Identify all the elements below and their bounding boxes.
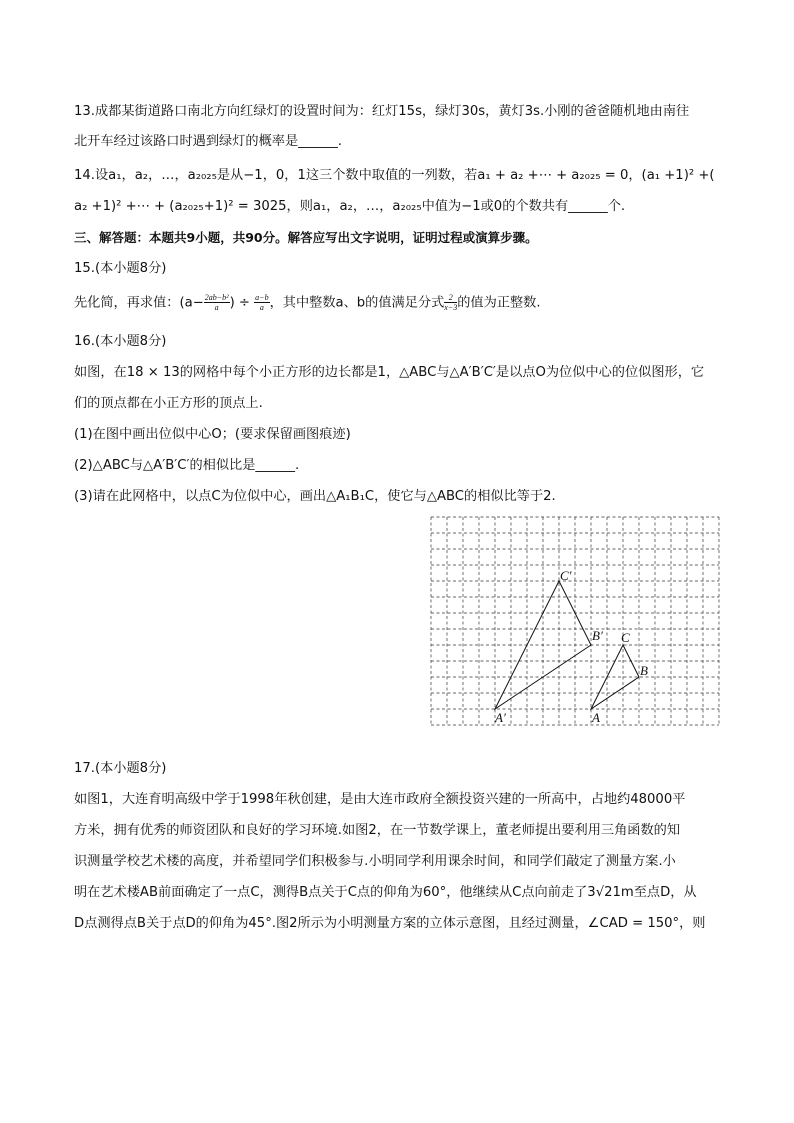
q17-line-2: 方米，拥有优秀的师资团队和良好的学习环境.如图2，在一节数学课上，董老师提出要利用三角函数的知 xyxy=(74,823,681,838)
q14-line-1: 14.设a₁，a₂，…，a₂₀₂₅是从−1，0，1这三个数中取值的一列数，若a₁ + a₂ +⋯ + a₂₀₂₅ = 0，(a₁ +1)² +( xyxy=(74,168,715,183)
q17-header: 17.(本小题8分) xyxy=(74,761,167,776)
q16-header: 16.(本小题8分) xyxy=(74,334,167,349)
q13-line-2: 北开车经过该路口时遇到绿灯的概率是______. xyxy=(74,134,342,149)
q15-fraction-1-denominator: a xyxy=(214,303,219,312)
q15-mid-2: ，其中整数a、b的值满足分式 xyxy=(269,295,445,311)
label-a-prime: A′ xyxy=(495,710,506,725)
q17-line-4: 明在艺术楼AB前面确定了一点C，测得B点关于C点的仰角为60°，他继续从C点向前走了3√21m至点D，从 xyxy=(74,885,697,900)
label-b-prime: B′ xyxy=(592,628,603,643)
dashed-grid xyxy=(431,517,719,725)
q15-header: 15.(本小题8分) xyxy=(74,261,167,276)
q15-fraction-3-numerator: 2 xyxy=(444,293,457,303)
q15-prefix: 先化简，再求值：(a− xyxy=(74,295,204,311)
q15-fraction-2-numerator: a−b xyxy=(255,293,269,302)
q16-item-3: (3)请在此网格中，以点C为位似中心，画出△A₁B₁C，使它与△ABC的相似比等于2. xyxy=(74,489,556,504)
q15-mid: ) ÷ xyxy=(229,295,255,311)
q16-item-2: (2)△ABC与△A′B′C′的相似比是______. xyxy=(74,458,300,473)
section-3-heading: 三、解答题：本题共9小题，共90分。解答应写出文字说明，证明过程或演算步骤。 xyxy=(74,230,538,245)
q16-item-1: (1)在图中画出位似中心O；(要求保留画图痕迹) xyxy=(74,427,351,442)
q17-line-5: D点测得点B关于点D的仰角为45°.图2所示为小明测量方案的立体示意图，且经过测量，∠CAD = 150°，则 xyxy=(74,916,706,931)
q15-fraction-3-denominator: x−3 xyxy=(444,303,458,312)
q17-line-3: 识测量学校艺术楼的高度，并希望同学们积极参与.小明同学利用课余时间，和同学们敲定了测量方案.小 xyxy=(74,854,676,869)
q16-line-1: 如图，在18 × 13的网格中每个小正方形的边长都是1，△ABC与△A′B′C′是以点O为位似中心的位似图形，它 xyxy=(74,365,705,380)
q15-expression xyxy=(74,293,541,314)
q17-line-1: 如图1，大连育明高级中学于1998年秋创建，是由大连市政府全额投资兴建的一所高中，占地约48000平 xyxy=(74,792,686,807)
q16-grid-figure xyxy=(426,512,726,730)
label-b: B xyxy=(640,663,648,678)
q15-fraction-2-denominator: a xyxy=(259,303,264,312)
q15-fraction-1-numerator: 2ab−b² xyxy=(204,293,229,302)
q15-fraction-1 xyxy=(204,293,230,312)
label-c-prime: C′ xyxy=(560,568,572,583)
q15-fraction-3 xyxy=(444,293,457,312)
q15-fraction-2 xyxy=(254,293,269,312)
q13-line-1: 13.成都某街道路口南北方向红绿灯的设置时间为：红灯15s，绿灯30s，黄灯3s.小刚的爸爸随机地由南往 xyxy=(74,104,690,119)
q14-line-2: a₂ +1)² +⋯ + (a₂₀₂₅+1)² = 3025，则a₁，a₂，…，a₂₀₂₅中值为−1或0的个数共有______个. xyxy=(74,199,626,214)
q15-suffix: 的值为正整数. xyxy=(457,295,541,311)
q16-line-2: 们的顶点都在小正方形的顶点上. xyxy=(74,396,263,411)
label-a: A xyxy=(592,710,600,725)
label-c: C xyxy=(621,630,630,645)
